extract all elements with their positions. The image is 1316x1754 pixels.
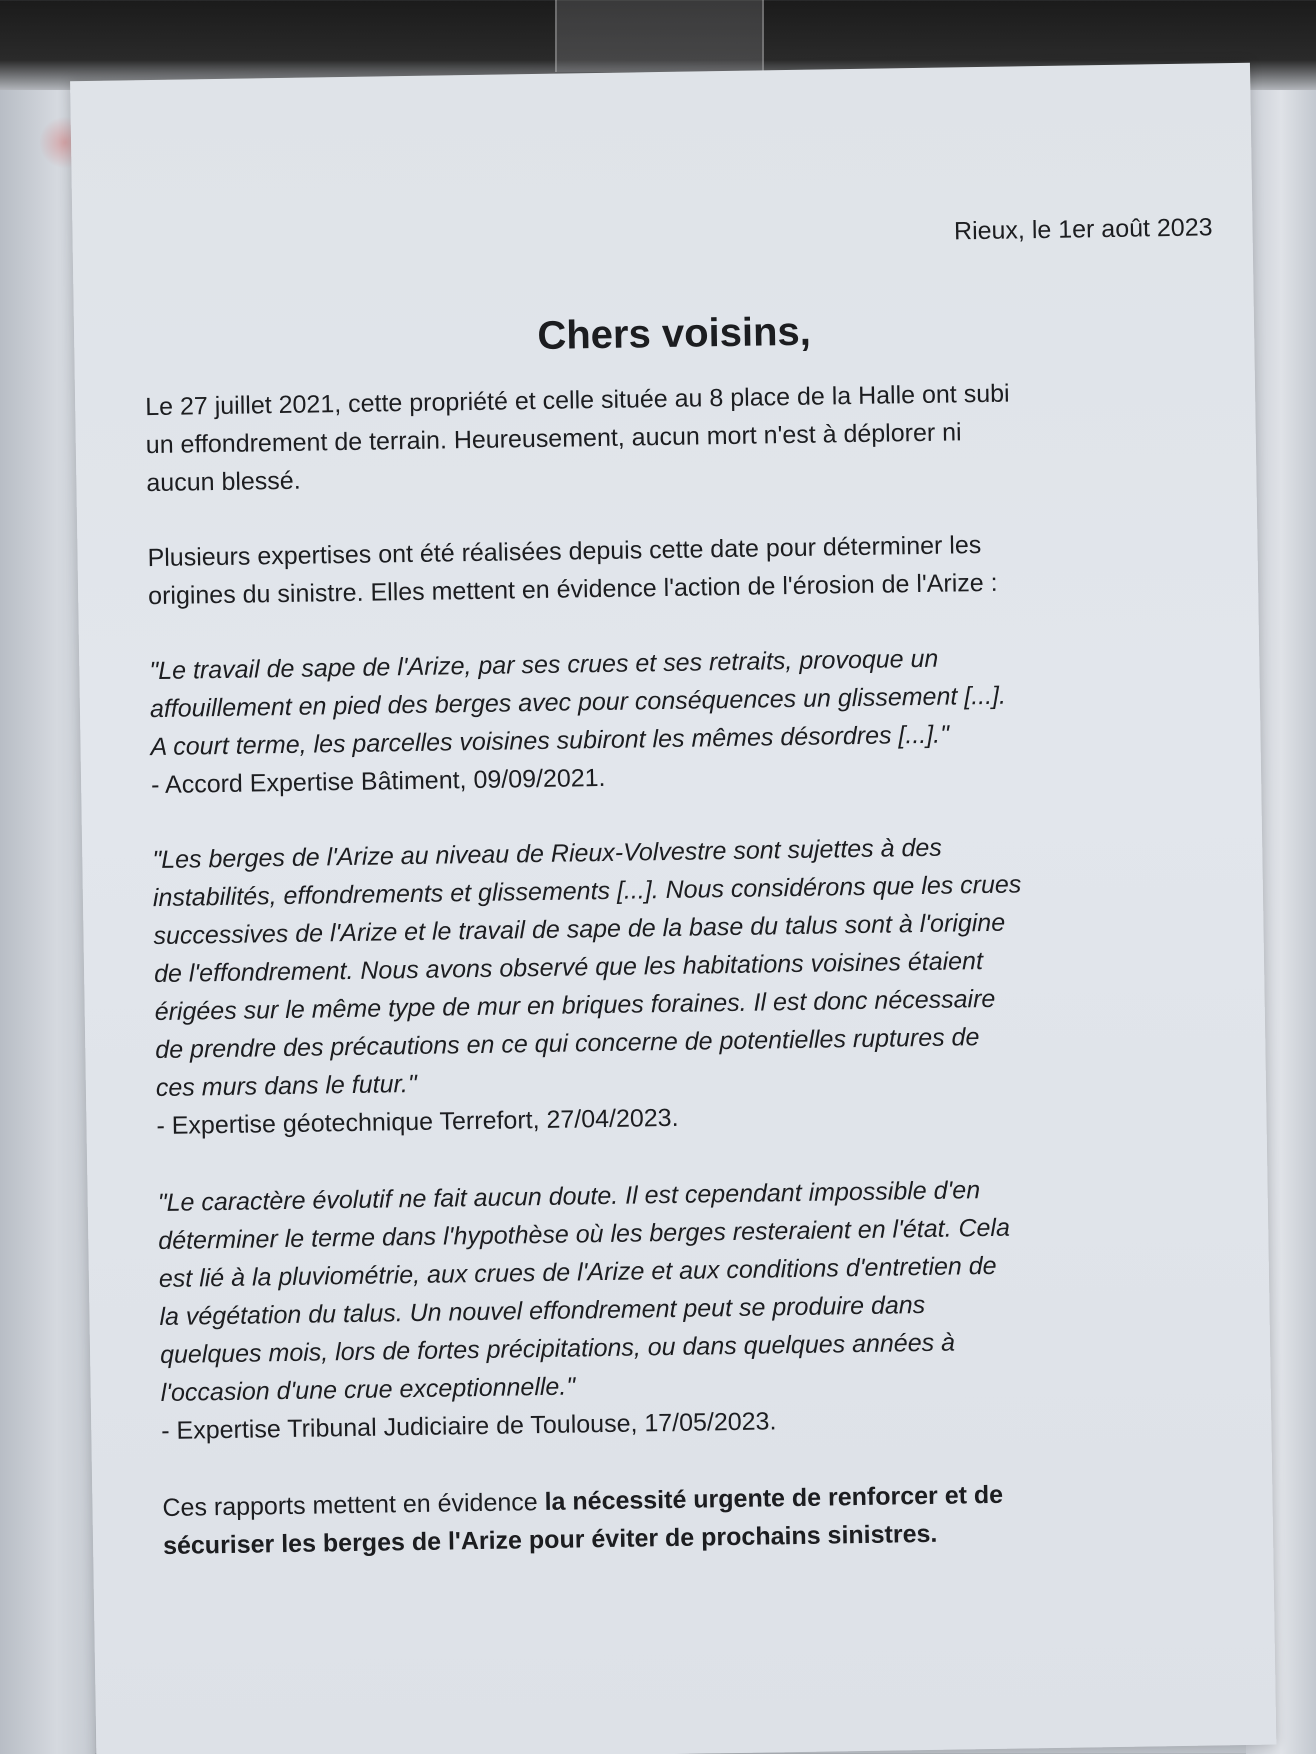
- quote-line: érigées sur le même type de mur en briques foraines. Il est donc nécessaire: [154, 984, 996, 1027]
- expertise-intro-line: Plusieurs expertises ont été réalisées depuis cette date pour déterminer les: [147, 531, 982, 573]
- intro-line: un effondrement de terrain. Heureusement, aucun mort n'est à déplorer ni: [145, 418, 962, 460]
- quote-line: déterminer le terme dans l'hypothèse où les berges resteraient en l'état. Cela: [158, 1213, 1011, 1256]
- quote-source: - Expertise géotechnique Terrefort, 27/04/2023.: [156, 1103, 679, 1141]
- expertise-intro-paragraph: [147, 522, 1208, 615]
- quote-source: - Expertise Tribunal Judiciaire de Toulouse, 17/05/2023.: [161, 1407, 777, 1445]
- quote-line: de l'effondrement. Nous avons observé que les habitations voisines étaient: [153, 947, 984, 989]
- quote-terrefort: [152, 824, 1217, 1145]
- conclusion-emphasis-line-2: sécuriser les berges de l'Arize pour éviter de prochains sinistres.: [162, 1519, 938, 1560]
- quote-line: "Le travail de sape de l'Arize, par ses crues et ses retraits, provoque un: [149, 644, 939, 686]
- quote-accord-expertise: [149, 635, 1211, 804]
- posted-letter: [70, 63, 1276, 1754]
- letter-title: Chers voisins,: [537, 309, 812, 358]
- quote-line: "Le caractère évolutif ne fait aucun doute. Il est cependant impossible d'en: [157, 1176, 981, 1218]
- intro-paragraph: [145, 371, 1207, 502]
- quote-line: est lié à la pluviométrie, aux crues de l'Arize et aux conditions d'entretien de: [158, 1251, 997, 1294]
- date-line: Rieux, le 1er août 2023: [953, 213, 1213, 246]
- quote-line: de prendre des précautions en ce qui concerne de potentielles ruptures de: [155, 1023, 980, 1065]
- intro-line: Le 27 juillet 2021, cette propriété et celle située au 8 place de la Halle ont subi: [144, 379, 1010, 422]
- quote-line: instabilités, effondrements et glissements [...]. Nous considérons que les crues: [152, 870, 1022, 913]
- quote-line: affouillement en pied des berges avec pour conséquences un glissement [...].: [149, 681, 1007, 724]
- conclusion-paragraph: [162, 1472, 1223, 1565]
- quote-line: A court terme, les parcelles voisines subiront les mêmes désordres [...].": [150, 720, 950, 762]
- quote-line: la végétation du talus. Un nouvel effondrement peut se produire dans: [159, 1290, 926, 1332]
- quote-line: quelques mois, lors de fortes précipitations, ou dans quelques années à: [159, 1328, 956, 1370]
- expertise-intro-line: origines du sinistre. Elles mettent en évidence l'action de l'érosion de l'Arize :: [147, 568, 998, 611]
- conclusion-plain-text: Ces rapports mettent en évidence: [162, 1487, 545, 1522]
- quote-line: "Les berges de l'Arize au niveau de Rieux-Volvestre sont sujettes à des: [152, 833, 943, 875]
- quote-line: successives de l'Arize et le travail de sape de la base du talus sont à l'origine: [153, 908, 1006, 951]
- quote-source: - Accord Expertise Bâtiment, 09/09/2021.: [150, 763, 606, 800]
- quote-tribunal: [157, 1167, 1221, 1450]
- intro-line: aucun blessé.: [146, 466, 301, 498]
- quote-line: ces murs dans le futur.": [155, 1069, 417, 1103]
- conclusion-emphasis: la nécessité urgente de renforcer et de: [544, 1480, 1004, 1516]
- adhesive-tape: [555, 0, 764, 72]
- quote-line: l'occasion d'une crue exceptionnelle.": [160, 1372, 576, 1408]
